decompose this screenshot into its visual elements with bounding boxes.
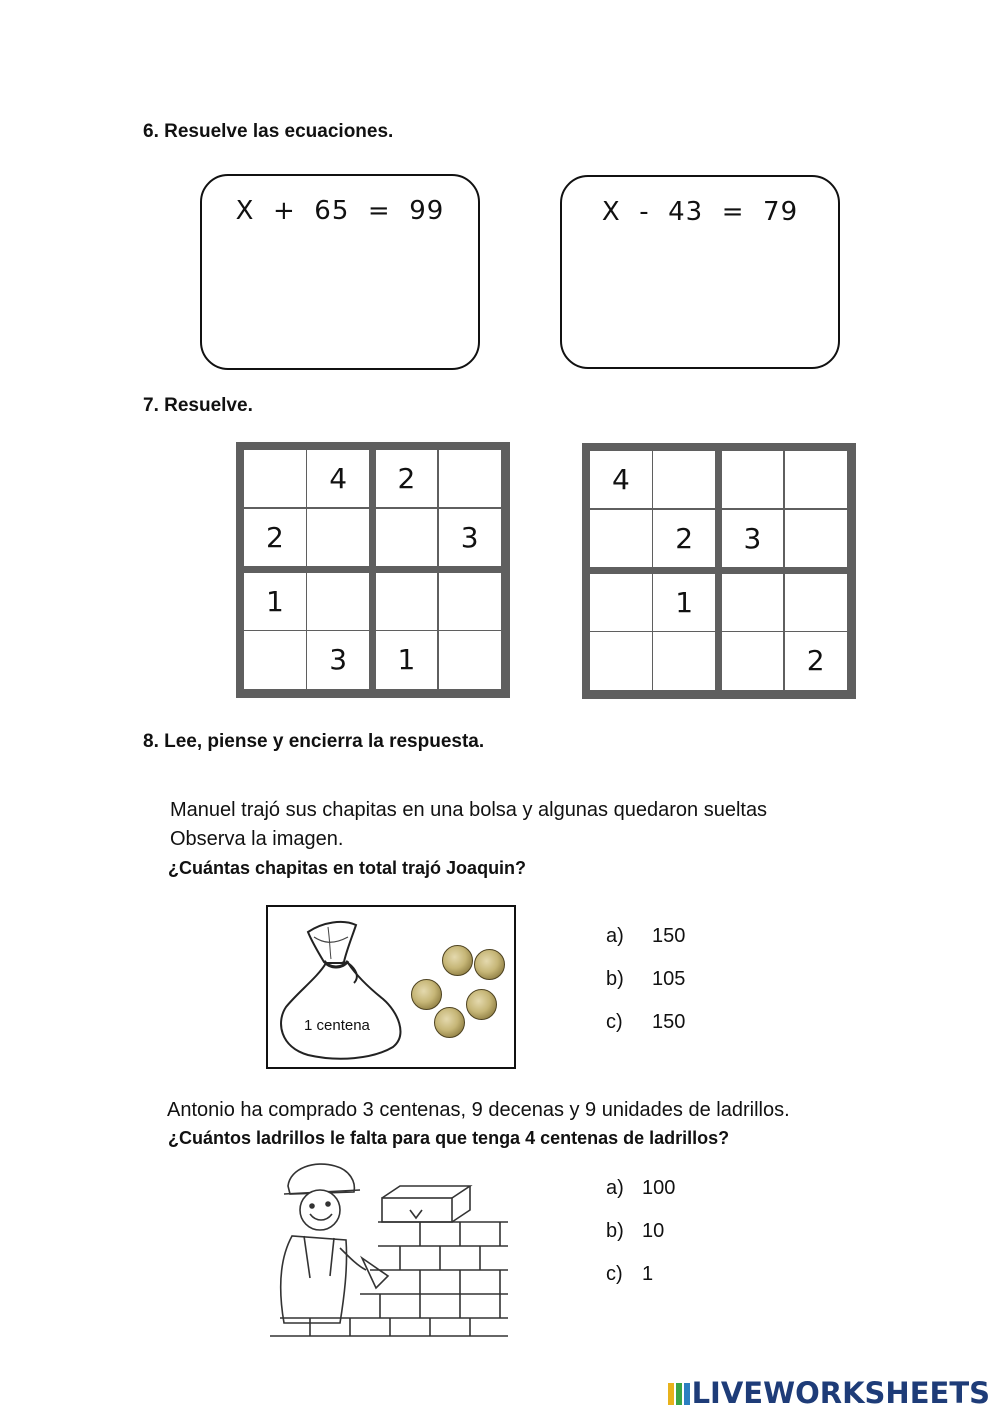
grid2-cell-r4-c2[interactable]: [653, 632, 715, 689]
problem-1-line-2: Observa la imagen.: [170, 828, 344, 850]
equation-1-text: X + 65 = 99: [235, 196, 445, 226]
bricklayer-illustration-icon: [270, 1158, 515, 1338]
grid1-cell-r1-c3: 2: [376, 450, 438, 507]
grid2-cell-r1-c1: 4: [590, 451, 652, 508]
bottle-cap-icon: [411, 979, 442, 1010]
bottle-cap-icon: [434, 1007, 465, 1038]
grid2-cell-r4-c3[interactable]: [722, 632, 784, 689]
grid2-cell-r3-c3[interactable]: [722, 574, 784, 631]
equation-box-2[interactable]: [560, 175, 840, 369]
problem-1-question: ¿Cuántas chapitas en total trajó Joaquin?: [168, 858, 527, 878]
problem-1-option-a[interactable]: [606, 925, 685, 948]
option-label: c): [606, 1011, 623, 1033]
problem-2-option-c[interactable]: [606, 1263, 653, 1286]
equation-box-1[interactable]: [200, 174, 480, 370]
problem-1-option-c[interactable]: [606, 1011, 685, 1034]
grid1-cell-r2-c4: 3: [439, 509, 501, 566]
grid1-cell-r4-c1[interactable]: [244, 631, 306, 688]
grid1-cell-r3-c1: 1: [244, 573, 306, 630]
option-value: 150: [652, 925, 686, 947]
grid1-cell-r1-c4[interactable]: [439, 450, 501, 507]
option-label: a): [606, 1177, 624, 1199]
problem-2-line-1: Antonio ha comprado 3 centenas, 9 decenas y 9 unidades de ladrillos.: [167, 1099, 790, 1121]
problem-2-option-b[interactable]: [606, 1220, 664, 1243]
liveworksheets-logo[interactable]: [668, 1376, 990, 1410]
problem-1-line-1: Manuel trajó sus chapitas en una bolsa y algunas quedaron sueltas: [170, 799, 768, 821]
grid1-cell-r3-c3[interactable]: [376, 573, 438, 630]
problem-1-option-b[interactable]: [606, 968, 685, 991]
grid2-cell-r3-c4[interactable]: [785, 574, 847, 631]
grid1-cell-r4-c3: 1: [376, 631, 438, 688]
grid2-cell-r3-c2: 1: [653, 574, 715, 631]
option-label: b): [606, 968, 624, 990]
section-7-heading: 7. Resuelve.: [143, 395, 253, 416]
grid2-cell-r2-c3: 3: [722, 510, 784, 567]
option-label: b): [606, 1220, 624, 1242]
bag-and-caps-image: [266, 905, 516, 1069]
grid2-cell-r3-c1[interactable]: [590, 574, 652, 631]
grid1-cell-r3-c4[interactable]: [439, 573, 501, 630]
grid2-cell-r1-c4[interactable]: [785, 451, 847, 508]
section-6-heading: 6. Resuelve las ecuaciones.: [143, 121, 394, 142]
grid2-cell-r4-c4: 2: [785, 632, 847, 689]
equation-2-text: X - 43 = 79: [601, 197, 799, 227]
grid1-cell-r3-c2[interactable]: [307, 573, 369, 630]
grid1-cell-r1-c1[interactable]: [244, 450, 306, 507]
liveworksheets-logo-icon: [668, 1383, 690, 1405]
bottle-cap-icon: [442, 945, 473, 976]
grid2-cell-r1-c3[interactable]: [722, 451, 784, 508]
sudoku-grid-2: [582, 443, 856, 699]
bottle-cap-icon: [466, 989, 497, 1020]
grid2-cell-r2-c1[interactable]: [590, 510, 652, 567]
option-value: 100: [642, 1177, 676, 1199]
bag-label: 1 centena: [304, 1017, 370, 1034]
bottle-cap-icon: [474, 949, 505, 980]
option-value: 1: [642, 1263, 654, 1285]
option-value: 105: [652, 968, 686, 990]
grid1-cell-r1-c2: 4: [307, 450, 369, 507]
grid1-cell-r2-c1: 2: [244, 509, 306, 566]
problem-2-question: ¿Cuántos ladrillos le falta para que tenga 4 centenas de ladrillos?: [168, 1128, 730, 1148]
grid2-cell-r2-c2: 2: [653, 510, 715, 567]
option-value: 10: [642, 1220, 665, 1242]
grid1-cell-r2-c3[interactable]: [376, 509, 438, 566]
grid2-cell-r2-c4[interactable]: [785, 510, 847, 567]
logo-text: LIVEWORKSHEETS: [691, 1376, 990, 1410]
option-value: 150: [652, 1011, 686, 1033]
section-8-heading: 8. Lee, piense y encierra la respuesta.: [143, 731, 485, 752]
option-label: c): [606, 1263, 623, 1285]
grid2-cell-r1-c2[interactable]: [653, 451, 715, 508]
grid1-cell-r2-c2[interactable]: [307, 509, 369, 566]
sudoku-grid-1: [236, 442, 510, 698]
grid1-cell-r4-c2: 3: [307, 631, 369, 688]
grid2-cell-r4-c1[interactable]: [590, 632, 652, 689]
grid1-cell-r4-c4[interactable]: [439, 631, 501, 688]
bag-icon: [268, 907, 514, 1067]
problem-2-option-a[interactable]: [606, 1177, 675, 1200]
option-label: a): [606, 925, 624, 947]
